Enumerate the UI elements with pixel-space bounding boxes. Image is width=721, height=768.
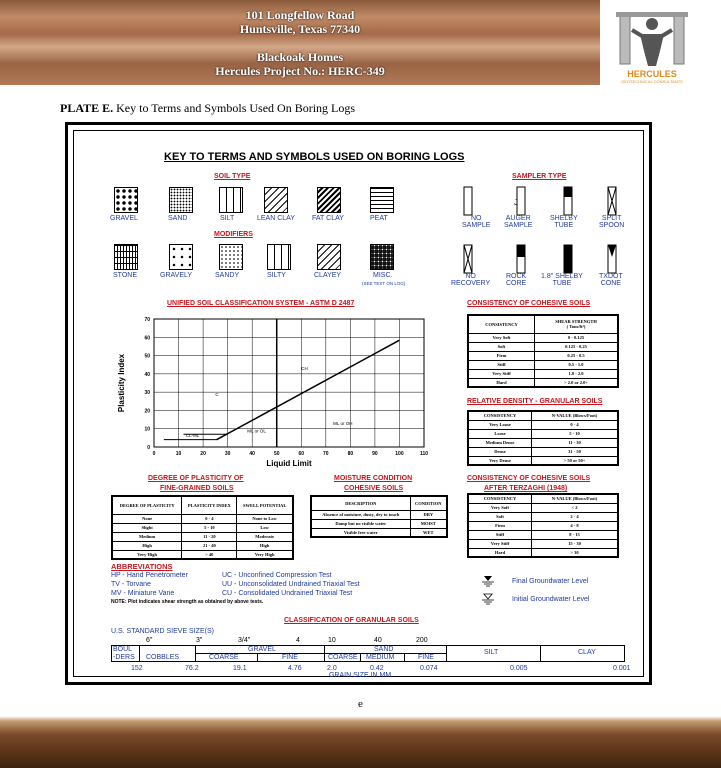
sampler-auger: AUGER SAMPLE (504, 215, 533, 229)
table-row: Firm 0.25 - 0.5 (468, 351, 618, 360)
table-row: Very Stiff 15 - 30 (468, 539, 618, 548)
table-row: Very Stiff 1.0 - 2.0 (468, 369, 618, 378)
stone-symbol (114, 244, 138, 270)
table-row: Stiff 0.5 - 1.0 (468, 360, 618, 369)
zone-label: ML or OH (333, 421, 353, 427)
table-row: Hard > 30 (468, 548, 618, 557)
table-row: Soft 0.125 - 0.25 (468, 342, 618, 351)
x-tick-label: 0 (152, 451, 156, 457)
soil-footer-image (0, 716, 721, 768)
mod-label-misc: MISC. (373, 272, 393, 279)
table-row: None 0 - 4 None to Low (112, 514, 293, 523)
hercules-logo (612, 6, 692, 84)
x-tick-label: 70 (323, 451, 329, 457)
grain-476: 4.76 (288, 665, 302, 672)
peat-symbol (370, 187, 394, 213)
client-name: Blackoak Homes (256, 50, 344, 64)
plate-label: PLATE E. (60, 101, 114, 115)
uscs-title: UNIFIED SOIL CLASSIFICATION SYSTEM - ASTM D 2487 (167, 300, 355, 307)
y-tick-label: 20 (144, 408, 150, 415)
sieve-40: 40 (374, 637, 382, 644)
granular-title: CLASSIFICATION OF GRANULAR SOILS (284, 617, 419, 624)
abbrev-cu: CU - Consolidated Undrained Triaxial Test (222, 590, 353, 597)
sand-symbol (169, 187, 193, 213)
gravel-fine: FINE (282, 654, 298, 661)
sampler-txdot: TXDOT CONE (599, 273, 623, 287)
sieve-10: 10 (328, 637, 336, 644)
x-tick-label: 80 (347, 451, 354, 457)
plasticity-table: DEGREE OF PLASTICITY PLASTICITY INDEX SWELL POTENTIAL None 0 - 4 None to Low Slight 5 - 10 Low Medium 11 - 20 Moderate High 21 - 40 High Very High > 40 Very High (111, 495, 294, 560)
auger-sample-symbol (517, 187, 525, 215)
grain-042: 0.42 (370, 665, 384, 672)
soil-label-sand: SAND (168, 215, 188, 222)
soil-label-silt: SILT (220, 215, 235, 222)
grain-762: 76.2 (185, 665, 199, 672)
x-tick-label: 110 (419, 451, 429, 457)
grain-size-label: GRAIN SIZE IN MM (329, 672, 392, 679)
y-tick-label: 30 (144, 390, 150, 397)
table-row: Firm 4 - 8 (468, 521, 618, 530)
sieve-3: 3" (196, 637, 203, 644)
boulders-label1: BOUL (113, 646, 133, 653)
grain-size-bar (111, 645, 625, 662)
mod-label-gravely: GRAVELY (160, 272, 193, 279)
initial-groundwater-label: Initial Groundwater Level (512, 596, 590, 603)
x-tick-label: 30 (224, 451, 231, 457)
grain-152: 152 (131, 665, 143, 672)
y-tick-label: 0 (147, 445, 150, 451)
density-table: CONSISTENCY N-VALUE (Blows/Foot) Very Loose 0 - 4 Loose 5 - 10 Medium Dense 11 - 30 Dense 31 - 50 Very Dense > 50 or 50+ (467, 410, 619, 466)
table-row: Hard > 2.0 or 2.0+ (468, 378, 618, 387)
key-inner-frame (73, 130, 644, 677)
soil-label-peat: PEAT (370, 215, 388, 222)
key-figure (65, 122, 652, 685)
address-line1: 101 Longfellow Road (245, 8, 355, 22)
table-row: Very Soft < 2 (468, 503, 618, 512)
fat-clay-symbol (317, 187, 341, 213)
misc-note: (SEE TEXT ON LOG) (362, 281, 406, 286)
sieve-200: 200 (416, 637, 428, 644)
silt-symbol (219, 187, 243, 213)
sampler-shelby-18: 1.8" SHELBY TUBE (541, 273, 583, 287)
table-row: Medium 11 - 20 Moderate (112, 532, 293, 541)
boulders-label2: -DERS (113, 654, 135, 661)
plate-caption (60, 101, 355, 116)
x-tick-label: 100 (395, 451, 404, 457)
gravel-symbol (114, 187, 138, 213)
table-row: High 21 - 40 High (112, 541, 293, 550)
sand-medium: MEDIUM (366, 654, 395, 661)
sieve-34: 3/4" (238, 637, 251, 644)
final-groundwater-label: Final Groundwater Level (512, 578, 589, 585)
sampler-rock-core: ROCK CORE (506, 273, 527, 287)
soil-label-lean-clay: LEAN CLAY (257, 215, 295, 222)
a-line (217, 340, 400, 439)
lean-clay-symbol (264, 187, 288, 213)
consistency-table: CONSISTENCY SHEAR STRENGTH ( Tons/ft²) Very Soft 0 - 0.125 Soft 0.125 - 0.25 Firm 0.25 - 0.5 Stiff 0.5 - 1.0 Very Stiff 1.0 - 2.0 Hard > 2.0 or 2.0+ (467, 314, 619, 388)
x-tick-label: 20 (200, 451, 206, 457)
gravel-coarse: COARSE (209, 654, 239, 661)
clayey-symbol (317, 244, 341, 270)
misc-symbol (370, 244, 394, 270)
terzaghi-title2: AFTER TERZAGHI (1948) (484, 485, 568, 492)
no-sample-symbol (464, 187, 472, 215)
density-title: RELATIVE DENSITY - GRANULAR SOILS (467, 398, 603, 405)
table-row: Slight 5 - 10 Low (112, 523, 293, 532)
table-row: Visible free water WET (311, 528, 447, 537)
y-tick-label: 60 (144, 335, 150, 342)
x-tick-label: 60 (298, 451, 305, 457)
grain-0001: 0.001 (613, 665, 631, 672)
zone-label: C (215, 391, 219, 397)
grain-20: 2.0 (327, 665, 337, 672)
mod-label-sandy: SANDY (215, 272, 240, 279)
x-tick-label: 40 (249, 451, 255, 457)
abbrev-note: NOTE: Plot indicates shear strength as obtained by above tests. (111, 599, 264, 605)
x-axis-label: Liquid Limit (266, 459, 312, 468)
sampler-no-recovery: NO RECOVERY (451, 273, 491, 287)
sand-coarse: COARSE (328, 654, 358, 661)
auger-letter: J (514, 198, 518, 207)
table-row: Stiff 8 - 15 (468, 530, 618, 539)
hercules-logo-icon (612, 6, 692, 68)
x-tick-label: 50 (273, 451, 280, 457)
y-tick-label: 50 (144, 353, 150, 360)
header-banner (0, 0, 600, 85)
silty-symbol (267, 244, 291, 270)
soil-label-gravel: GRAVEL (110, 215, 138, 222)
table-row: Very Dense > 50 or 50+ (468, 456, 618, 465)
table-row: Loose 5 - 10 (468, 429, 618, 438)
initial-groundwater-icon (480, 593, 496, 605)
sampler-type-heading: SAMPLER TYPE (512, 173, 567, 180)
x-tick-label: 90 (372, 451, 378, 457)
address-line2: Huntsville, Texas 77340 (239, 22, 361, 36)
terzaghi-table: CONSISTENCY N-VALUE (Blows/Foot) Very Soft < 2 Soft 2 - 4 Firm 4 - 8 Stiff 8 - 15 Very Stiff 15 - 30 Hard > 30 (467, 493, 619, 558)
abbrev-tv: TV - Torvane (111, 581, 151, 588)
zone-label: CL-ML (185, 432, 200, 438)
table-row: Very High > 40 Very High (112, 550, 293, 559)
plate-title: Key to Terms and Symbols Used On Boring Logs (116, 101, 356, 115)
y-tick-label: 10 (144, 426, 150, 433)
sandy-symbol (219, 244, 243, 270)
table-row: Damp but no visible water MOIST (311, 519, 447, 528)
project-number: Hercules Project No.: HERC-349 (215, 64, 385, 78)
sieve-4: 4 (296, 637, 300, 644)
plot-frame (154, 319, 424, 447)
sampler-shelby: SHELBY TUBE (550, 215, 578, 229)
table-row: Very Loose 0 - 4 (468, 420, 618, 429)
sand-fine: FINE (418, 654, 434, 661)
logo-subtext: GEOTECHNICAL CONSULTANTS (621, 79, 683, 84)
moisture-title1: MOISTURE CONDITION (334, 475, 413, 482)
key-title: KEY TO TERMS AND SYMBOLS USED ON BORING LOGS (164, 151, 465, 163)
abbrev-hp: HP - Hand Penetrometer (111, 572, 188, 579)
y-tick-label: 40 (144, 371, 150, 378)
table-row: Very Soft 0 - 0.125 (468, 333, 618, 342)
y-axis-label: Plasticity Index (117, 353, 126, 413)
silt-label: SILT (484, 649, 499, 656)
page-marker: e (358, 698, 363, 710)
abbrev-uu: UU - Unconsolidated Undrained Triaxial Test (222, 581, 360, 588)
consistency-title: CONSISTENCY OF COHESIVE SOILS (467, 300, 591, 307)
plasticity-title1: DEGREE OF PLASTICITY OF (148, 475, 244, 482)
sand-label: SAND (374, 646, 394, 653)
uscs-chart (114, 311, 434, 471)
logo-text: HERCULES (627, 69, 677, 79)
final-groundwater-icon (480, 575, 496, 587)
grain-0005: 0.005 (510, 665, 528, 672)
mod-label-clayey: CLAYEY (314, 272, 342, 279)
sieve-6: 6" (146, 637, 153, 644)
mod-label-stone: STONE (113, 272, 137, 279)
abbrev-title: ABBREVIATIONS (111, 562, 173, 571)
grain-191: 19.1 (233, 665, 247, 672)
grain-0074: 0.074 (420, 665, 438, 672)
plasticity-title2: FINE-GRAINED SOILS (160, 485, 234, 492)
x-tick-label: 10 (175, 451, 182, 457)
mod-label-silty: SILTY (267, 272, 286, 279)
zone-label: CH (301, 366, 308, 372)
terzaghi-title1: CONSISTENCY OF COHESIVE SOILS (467, 475, 591, 482)
table-row: Soft 2 - 4 (468, 512, 618, 521)
zone-label: ML or OL (247, 428, 266, 434)
soil-label-fat-clay: FAT CLAY (312, 215, 344, 222)
abbrev-mv: MV - Miniature Vane (111, 590, 175, 597)
table-row: Absence of moisture, dusty, dry to touch DRY (311, 510, 447, 519)
table-row: Dense 31 - 50 (468, 447, 618, 456)
table-row: Medium Dense 11 - 30 (468, 438, 618, 447)
sampler-no-sample: NO SAMPLE (462, 215, 491, 229)
moisture-table: DESCRIPTION CONDITION Absence of moisture, dusty, dry to touch DRY Damp but no visible water MOIST Visible free water WET (310, 495, 448, 538)
abbrev-uc: UC - Unconfined Compression Test (222, 572, 332, 579)
sieve-label: U.S. STANDARD SIEVE SIZE(S) (111, 628, 214, 635)
y-tick-label: 70 (144, 317, 150, 323)
sampler-split-spoon: SPLIT SPOON (599, 215, 625, 229)
gravely-symbol (169, 244, 193, 270)
clay-label: CLAY (578, 649, 596, 656)
cobbles-label: COBBLES (146, 654, 180, 661)
gravel-label: GRAVEL (248, 646, 276, 653)
soil-type-heading: SOIL TYPE (214, 173, 251, 180)
moisture-title2: COHESIVE SOILS (344, 485, 404, 492)
modifiers-heading: MODIFIERS (214, 231, 253, 238)
